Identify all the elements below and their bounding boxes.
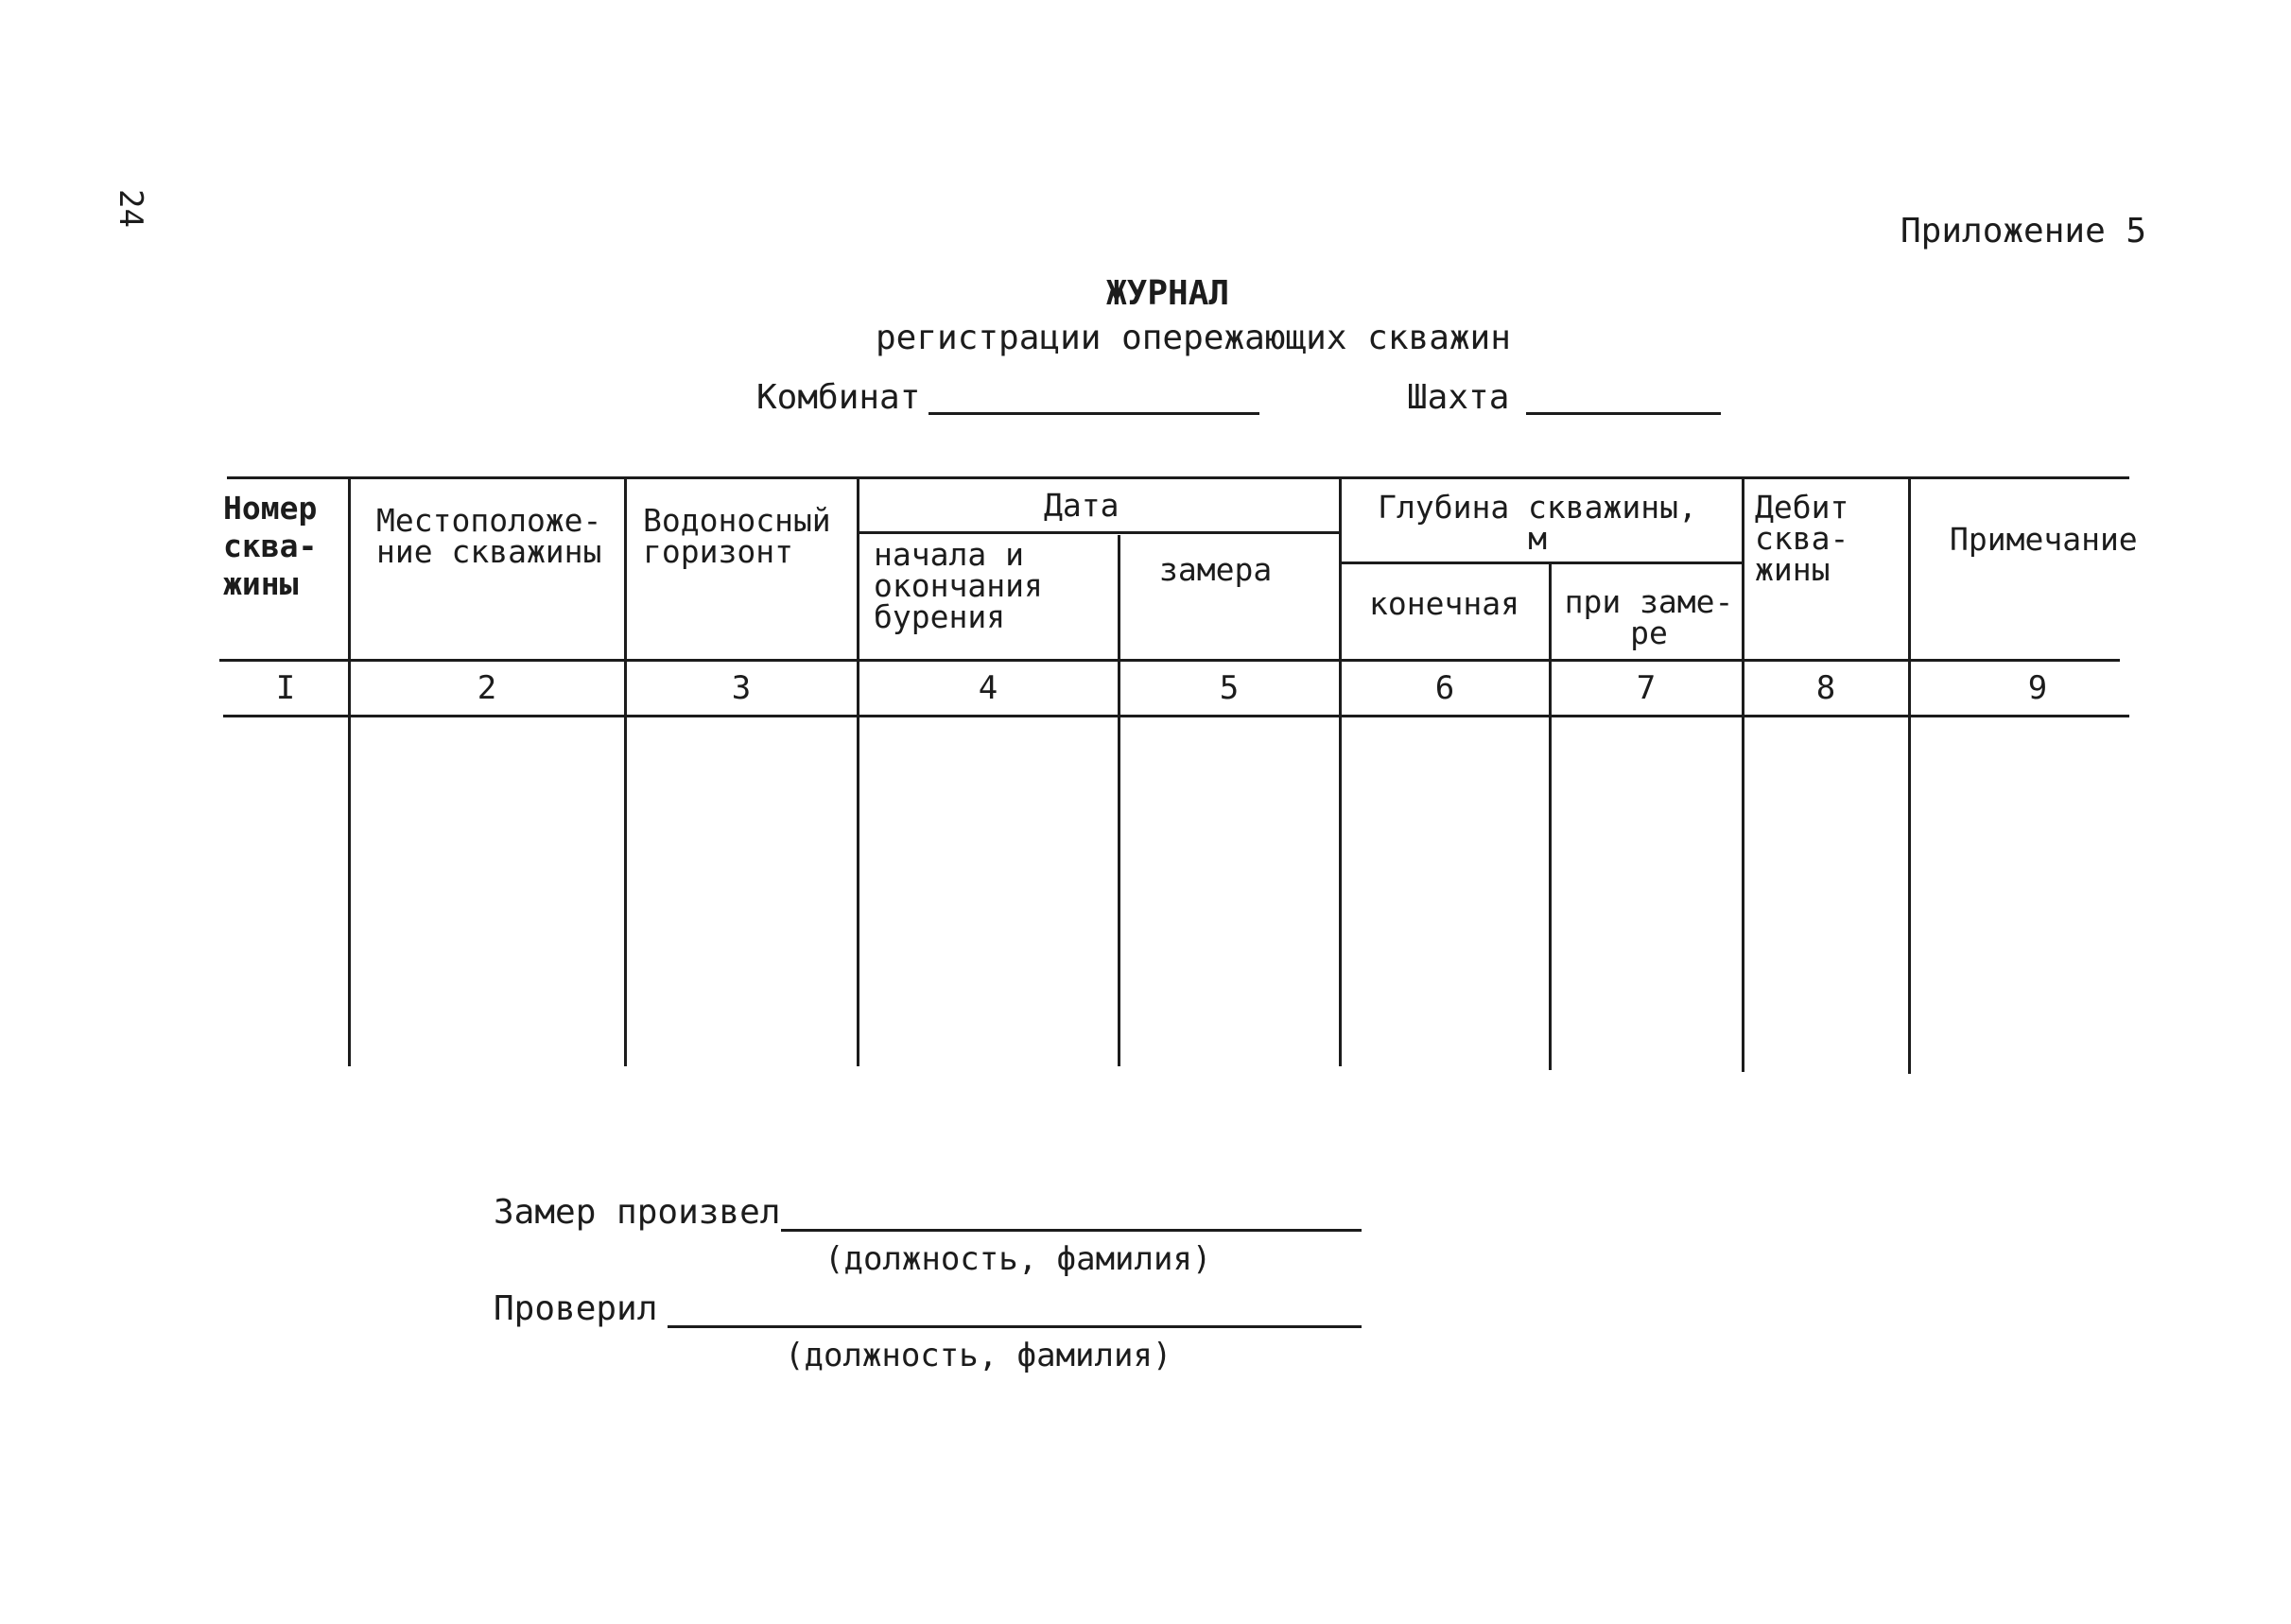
header-measurement-date: замера — [1159, 551, 1273, 588]
appendix-label: Приложение 5 — [1900, 212, 2147, 251]
column-number-8: 8 — [1815, 669, 1836, 707]
kombinat-label: Комбинат — [756, 378, 921, 417]
checked-by-label: Проверил — [494, 1289, 658, 1328]
header-final-depth: конечная — [1369, 585, 1519, 622]
shakhta-label: Шахта — [1407, 378, 1510, 417]
col-divider-2 — [624, 476, 627, 1066]
measured-by-hint: (должность, фамилия) — [824, 1240, 1212, 1278]
col-divider-1 — [348, 476, 351, 1066]
header-well-number: Номер сква- жины — [223, 490, 318, 602]
column-number-6: 6 — [1434, 669, 1455, 707]
col-divider-4 — [1118, 535, 1120, 1066]
col-divider-7 — [1742, 476, 1744, 1072]
column-number-7: 7 — [1636, 669, 1657, 707]
col-divider-8 — [1908, 476, 1911, 1074]
header-location: Местоположе- ние скважины — [376, 502, 602, 570]
checked-by-blank[interactable] — [668, 1325, 1362, 1328]
header-drilling-dates: начала и окончания бурения — [874, 536, 1043, 635]
col-divider-3 — [857, 476, 859, 1066]
header-date-group: Дата — [1044, 487, 1119, 524]
col-divider-5 — [1339, 476, 1342, 1066]
shakhta-blank[interactable] — [1526, 412, 1721, 415]
measured-by-blank[interactable] — [781, 1229, 1362, 1232]
document-title: ЖУРНАЛ — [1106, 274, 1230, 313]
column-number-2: 2 — [477, 669, 497, 707]
col-divider-6 — [1549, 563, 1552, 1070]
numbers-bottom-border — [223, 715, 2129, 717]
header-flow-rate: Дебит сква- жины — [1755, 489, 1849, 588]
header-depth-group: Глубина скважины, м — [1378, 489, 1697, 557]
column-number-1: I — [275, 669, 296, 707]
header-aquifer: Водоносный горизонт — [643, 502, 831, 570]
table-top-border — [227, 476, 2129, 479]
header-depth-at-measurement: при заме- ре — [1564, 583, 1734, 651]
depth-subheader-line — [1341, 561, 1744, 564]
header-note: Примечание — [1950, 521, 2138, 558]
page-number: 24 — [112, 189, 149, 228]
document-subtitle: регистрации опережающих скважин — [876, 319, 1511, 357]
measured-by-label: Замер произвел — [494, 1193, 781, 1232]
column-number-5: 5 — [1219, 669, 1240, 707]
kombinat-blank[interactable] — [929, 412, 1259, 415]
column-number-4: 4 — [978, 669, 998, 707]
header-bottom-border — [219, 659, 2120, 662]
column-number-9: 9 — [2027, 669, 2048, 707]
checked-by-hint: (должность, фамилия) — [785, 1337, 1172, 1374]
column-number-3: 3 — [731, 669, 752, 707]
date-subheader-line — [859, 531, 1339, 534]
